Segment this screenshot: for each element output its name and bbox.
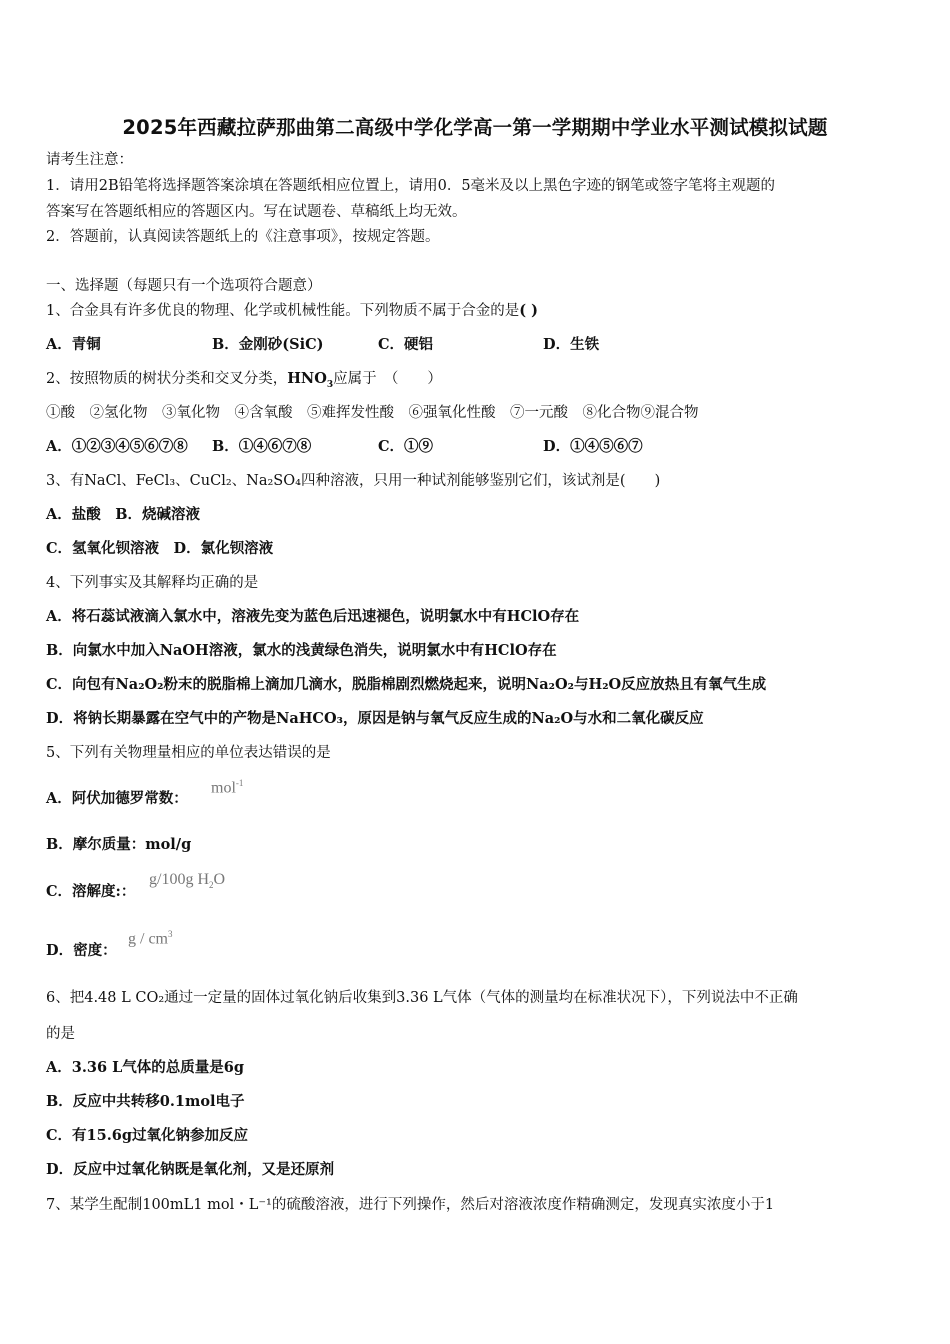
q1-option-d: D．生铁 xyxy=(543,336,600,353)
q2-option-d: D．①④⑤⑥⑦ xyxy=(543,438,643,455)
question-7-stem: 7、某学生配制100mL1 mol・L⁻¹的硫酸溶液，进行下列操作，然后对溶液浓度作精确测定，发现真实浓度小于1 xyxy=(46,1197,775,1213)
q5-option-d-formula: g / $cm^3$ xyxy=(128,929,173,948)
section-heading: 一、选择题（每题只有一个选项符合题意） xyxy=(46,278,322,294)
q3-options-line-1: A．盐酸 B．烧碱溶液 xyxy=(46,506,201,523)
q1-option-b: B．金刚砂(SiC) xyxy=(212,336,324,353)
q2-option-c: C．①⑨ xyxy=(378,438,434,455)
question-2-classification-list: ①酸 ②氢化物 ③氧化物 ④含氧酸 ⑤难挥发性酸 ⑥强氧化性酸 ⑦一元酸 ⑧化合物⑨混合物 xyxy=(46,405,699,421)
q5-option-b: B．摩尔质量：mol/g xyxy=(46,836,192,853)
question-5-stem: 5、下列有关物理量相应的单位表达错误的是 xyxy=(46,745,331,761)
q4-option-a: A．将石蕊试液滴入氯水中，溶液先变为蓝色后迅速褪色，说明氯水中有HClO存在 xyxy=(46,608,580,625)
question-6-stem-line-2: 的是 xyxy=(46,1026,75,1042)
q4-option-d: D．将钠长期暴露在空气中的产物是NaHCO₃，原因是钠与氧气反应生成的Na₂O与水和二氧化碳反应 xyxy=(46,710,704,727)
question-3-stem: 3、有NaCl、FeCl₃、CuCl₂、Na₂SO₄四种溶液，只用一种试剂能够鉴别它们，该试剂是( ) xyxy=(46,473,661,489)
question-2-stem: 2、按照物质的树状分类和交叉分类，$HNO_3$应属于 （ ） xyxy=(46,370,442,390)
question-1-stem: 1、合金具有许多优良的物理、化学或机械性能。下列物质不属于合金的是( ) xyxy=(46,302,539,319)
q1-option-c: C．硬铝 xyxy=(378,336,434,353)
q4-option-b: B．向氯水中加入NaOH溶液，氯水的浅黄绿色消失，说明氯水中有HClO存在 xyxy=(46,642,557,659)
notice-heading: 请考生注意： xyxy=(46,152,133,168)
notice-item-1-line-1: 1．请用2B铅笔将选择题答案涂填在答题纸相应位置上，请用0．5毫米及以上黑色字迹的钢笔或签字笔将主观题的 xyxy=(46,178,776,194)
notice-item-2: 2．答题前，认真阅读答题纸上的《注意事项》，按规定答题。 xyxy=(46,229,440,245)
notice-item-1-line-2: 答案写在答题纸相应的答题区内。写在试题卷、草稿纸上均无效。 xyxy=(46,204,467,220)
q2-option-a: A．①②③④⑤⑥⑦⑧ xyxy=(46,438,188,455)
question-4-stem: 4、下列事实及其解释均正确的是 xyxy=(46,575,259,591)
q5-option-a-formula: mol$^{-1}$ xyxy=(211,778,244,797)
page-title: 2025年西藏拉萨那曲第二高级中学化学高一第一学期期中学业水平测试模拟试题 xyxy=(122,116,828,139)
q4-option-c: C．向包有Na₂O₂粉末的脱脂棉上滴加几滴水，脱脂棉剧烈燃烧起来，说明Na₂O₂与H₂O反应放热且有氧气生成 xyxy=(46,676,767,693)
q6-option-c: C．有15.6g过氧化钠参加反应 xyxy=(46,1127,248,1144)
q5-option-c-formula: g/100g $H_2O$ xyxy=(149,871,226,891)
q1-option-a: A．青铜 xyxy=(46,336,101,353)
q5-option-d-label: D．密度： xyxy=(46,942,117,959)
q3-options-line-2: C．氢氧化钡溶液 D．氯化钡溶液 xyxy=(46,540,274,557)
q6-option-a: A．3.36 L气体的总质量是6g xyxy=(46,1059,245,1076)
question-6-stem-line-1: 6、把4.48 L CO₂通过一定量的固体过氧化钠后收集到3.36 L气体（气体的测量均在标准状况下），下列说法中不正确 xyxy=(46,990,798,1006)
q5-option-c-label: C．溶解度:： xyxy=(46,883,136,900)
q6-option-b: B．反应中共转移0.1mol电子 xyxy=(46,1093,245,1110)
q6-option-d: D．反应中过氧化钠既是氧化剂，又是还原剂 xyxy=(46,1161,335,1178)
q5-option-a-label: A．阿伏加德罗常数： xyxy=(46,790,188,807)
q2-option-b: B．①④⑥⑦⑧ xyxy=(212,438,312,455)
